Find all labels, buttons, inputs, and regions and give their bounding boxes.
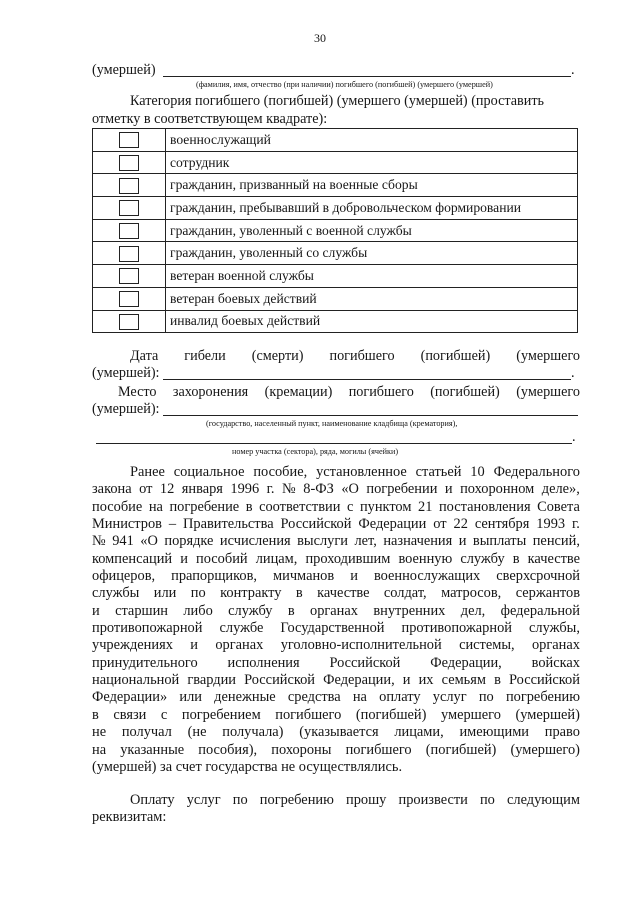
category-checkbox[interactable]: [119, 200, 139, 216]
paragraph-line: [92, 551, 580, 568]
paragraph-word: контракту: [220, 585, 282, 602]
paragraph-word: в: [92, 706, 99, 723]
burial-place-word: (погибшей): [430, 384, 500, 400]
paragraph-word: №: [92, 533, 106, 550]
paragraph-word: погребение: [169, 498, 240, 515]
paragraph-line: [92, 464, 580, 481]
paragraph-line: [92, 499, 580, 516]
category-checkbox-cell: [93, 287, 166, 310]
paragraph-word: Федерального: [493, 464, 580, 480]
category-row: [93, 310, 578, 333]
category-row: [93, 242, 578, 265]
paragraph-word: 1996: [230, 481, 260, 498]
paragraph-word: учреждениях: [92, 637, 173, 654]
paragraph-word: мичманов: [273, 568, 335, 585]
paragraph-word: не: [92, 724, 107, 741]
death-date-label: [130, 348, 580, 365]
paragraph-line: [92, 568, 580, 585]
paragraph-word: с: [346, 498, 354, 515]
paragraph-word: органах: [310, 602, 358, 619]
category-row: [93, 151, 578, 174]
paragraph-word: 8-ФЗ: [303, 481, 334, 498]
paragraph-line: [92, 655, 580, 672]
paragraph-word: национальной: [92, 672, 180, 689]
paragraph-word: с: [160, 706, 168, 723]
paragraph-word: (погибшей): [355, 706, 427, 723]
paragraph-word: пособие: [92, 498, 143, 515]
burial-place-label-line2: (умершей):: [92, 401, 160, 417]
paragraph-word: Федерации»: [92, 689, 168, 706]
paragraph-word: старшин: [115, 602, 168, 619]
paragraph-word: умершего: [440, 706, 501, 723]
paragraph-word: уголовно-исполнительной: [280, 637, 442, 654]
paragraph-word: службы: [92, 585, 140, 602]
burial-place-caption: (государство, населенный пункт, наименование кладбища (крематория),: [206, 419, 458, 428]
paragraph-word: и: [180, 550, 188, 567]
category-label: ветеран боевых действий: [166, 287, 578, 310]
death-date-word: гибели: [184, 348, 226, 364]
death-date-word: (смерти): [251, 348, 304, 364]
category-table: [92, 128, 578, 333]
paragraph-word: Оплату: [130, 792, 175, 808]
category-checkbox-cell: [93, 265, 166, 288]
category-label: гражданин, уволенный со службы: [166, 242, 578, 265]
paragraph-word: Правительства: [183, 516, 274, 533]
paragraph-line: [92, 672, 580, 689]
paragraph-word: статьей: [415, 464, 462, 480]
paragraph-word: 22: [453, 516, 468, 533]
paragraph-word: погребении: [366, 481, 438, 498]
category-checkbox[interactable]: [119, 246, 139, 262]
paragraph-word: января: [181, 481, 223, 498]
paragraph-word: средства: [287, 689, 341, 706]
paragraph-line: [92, 516, 580, 533]
paragraph-word: пенсий,: [532, 533, 580, 550]
paragraph-word: на: [148, 498, 163, 515]
paragraph-line: [92, 481, 580, 498]
paragraph-word: пособие,: [253, 464, 308, 480]
paragraph-word: органах: [531, 637, 580, 654]
category-checkbox-cell: [93, 197, 166, 220]
death-date-word: погибшего: [329, 348, 395, 364]
category-checkbox-cell: [93, 242, 166, 265]
paragraph-word: выплаты: [472, 533, 527, 550]
paragraph-word: прапорщиков,: [171, 568, 257, 585]
paragraph-word: Министров: [92, 516, 162, 533]
paragraph-word: сержантов: [515, 585, 580, 602]
burial-plot-period: .: [572, 429, 576, 445]
paragraph-word: Российской: [244, 672, 316, 689]
paragraph-word: органах: [215, 637, 264, 654]
paragraph-word: и: [402, 672, 411, 689]
paragraph-line: реквизитам:: [92, 809, 167, 826]
paragraph-word: дел,: [460, 602, 486, 619]
paragraph-line: [92, 742, 580, 759]
category-intro-line2: отметку в соответствующем квадрате):: [92, 111, 328, 127]
category-checkbox-cell: [93, 219, 166, 242]
death-date-word: (погибшей): [420, 348, 491, 364]
paragraph-word: внутренних: [373, 602, 446, 619]
paragraph-line: [92, 533, 580, 550]
category-checkbox[interactable]: [119, 223, 139, 239]
paragraph-word: назначения: [383, 533, 453, 550]
paragraph-word: в: [512, 550, 520, 567]
category-checkbox[interactable]: [119, 268, 139, 284]
burial-place-label: [118, 384, 580, 401]
paragraph-word: на: [92, 741, 107, 758]
paragraph-word: порядке: [164, 533, 214, 550]
paragraph-word: услуг: [432, 689, 467, 706]
paragraph-word: пособий: [196, 550, 248, 567]
paragraph-word: службу: [228, 602, 273, 619]
paragraph-word: получала): [222, 724, 284, 741]
paragraph-word: №: [282, 481, 296, 498]
paragraph-word: от: [433, 516, 447, 533]
paragraph-word: по: [479, 792, 495, 808]
category-checkbox[interactable]: [119, 178, 139, 194]
category-row: [93, 174, 578, 197]
paragraph-word: в: [295, 585, 303, 602]
paragraph-word: –: [168, 516, 177, 533]
category-checkbox-cell: [93, 310, 166, 333]
paragraph-word: социальное: [173, 464, 245, 480]
burial-place-field[interactable]: [163, 415, 578, 416]
paragraph-line: (умершей) за счет государства не осуществлялись.: [92, 758, 403, 775]
payment-request-paragraph: [92, 792, 580, 827]
paragraph-word: погибшего: [345, 741, 412, 758]
paragraph-word: и: [458, 533, 467, 550]
category-label: инвалид боевых действий: [166, 310, 578, 333]
paragraph-word: по: [478, 689, 494, 706]
paragraph-word: 12: [159, 481, 175, 498]
paragraph-line: [92, 792, 580, 809]
paragraph-word: 10: [470, 464, 485, 480]
paragraph-word: (умершего): [510, 741, 580, 758]
category-row: [93, 265, 578, 288]
category-checkbox[interactable]: [119, 155, 139, 171]
paragraph-word: лет,: [354, 533, 377, 550]
category-label: сотрудник: [166, 151, 578, 174]
paragraph-word: Федерации,: [430, 654, 502, 671]
category-label: ветеран военной службы: [166, 265, 578, 288]
category-checkbox[interactable]: [119, 132, 139, 148]
category-checkbox-cell: [93, 174, 166, 197]
burial-plot-field[interactable]: [96, 443, 572, 444]
paragraph-word: противопожарной: [401, 620, 512, 637]
paragraph-word: соответствии: [259, 498, 341, 515]
category-intro-line1: Категория погибшего (погибшей) (умершего (умершей) (проставить: [130, 93, 544, 109]
paragraph-word: деле»,: [541, 481, 580, 498]
death-date-word: Дата: [130, 348, 159, 364]
paragraph-word: или: [179, 689, 202, 706]
paragraph-word: по: [232, 792, 248, 808]
paragraph-word: пособия),: [198, 741, 258, 758]
burial-place-word: Место: [118, 384, 157, 400]
paragraph-word: от: [139, 481, 153, 498]
paragraph-word: похороны: [271, 741, 332, 758]
paragraph-word: системы,: [459, 637, 515, 654]
paragraph-word: услуг: [186, 792, 221, 808]
deceased-name-field[interactable]: [163, 76, 571, 77]
paragraph-word: г.: [266, 481, 275, 498]
death-date-field[interactable]: [163, 379, 571, 380]
burial-place-word: (кремации): [264, 384, 333, 400]
paragraph-word: похоронном: [460, 481, 535, 498]
paragraph-line: [92, 724, 580, 741]
category-label: гражданин, призванный на военные сборы: [166, 174, 578, 197]
paragraph-word: офицеров,: [92, 568, 156, 585]
category-checkbox[interactable]: [119, 291, 139, 307]
paragraph-word: 1993: [536, 516, 566, 533]
category-label: гражданин, уволенный с военной службы: [166, 219, 578, 242]
paragraph-word: компенсаций: [92, 550, 173, 567]
paragraph-word: (умершей): [515, 706, 580, 723]
page-number: 30: [314, 31, 326, 45]
paragraph-word: г.: [572, 516, 580, 533]
burial-place-word: погибшего: [348, 384, 414, 400]
paragraph-word: проходившим: [305, 550, 391, 567]
paragraph-word: «О: [341, 481, 359, 498]
paragraph-word: лицам,: [255, 550, 298, 567]
paragraph-word: 21: [418, 498, 433, 515]
paragraph-word: прошу: [346, 792, 387, 808]
paragraph-word: службы,: [529, 620, 580, 637]
paragraph-word: в: [494, 672, 501, 689]
death-date-word: (умершего: [516, 348, 580, 364]
paragraph-word: противопожарной: [92, 620, 203, 637]
paragraph-word: в: [245, 498, 253, 515]
category-checkbox[interactable]: [119, 314, 139, 330]
paragraph-word: службу: [460, 550, 505, 567]
paragraph-word: денежные: [214, 689, 276, 706]
paragraph-word: Российской: [509, 672, 580, 689]
category-checkbox-cell: [93, 129, 166, 152]
paragraph-word: произвести: [398, 792, 468, 808]
death-date-label-line2: (умершей):: [92, 365, 160, 381]
paragraph-word: исчисления: [219, 533, 291, 550]
paragraph-word: право: [544, 724, 580, 741]
paragraph-word: погребению: [259, 792, 334, 808]
paragraph-word: Государственной: [280, 620, 385, 637]
paragraph-word: (не: [187, 724, 207, 741]
paragraph-word: сверхсрочной: [496, 568, 580, 585]
paragraph-word: Федерации: [358, 516, 427, 533]
paragraph-word: погребению: [505, 689, 580, 706]
paragraph-line: [92, 620, 580, 637]
deceased-name-caption: (фамилия, имя, отчество (при наличии) погибшего (погибшей) (умершего (умершей): [196, 80, 493, 89]
burial-place-word: (умершего: [516, 384, 580, 400]
paragraph-word: принудительного: [92, 654, 198, 671]
paragraph-word: гвардии: [187, 672, 236, 689]
paragraph-word: получал: [121, 724, 172, 741]
category-row: [93, 129, 578, 152]
paragraph-line: [92, 585, 580, 602]
paragraph-word: (погибшей): [425, 741, 497, 758]
paragraph-word: Федерации,: [323, 672, 395, 689]
death-date-period: .: [571, 365, 575, 381]
paragraph-word: (указывается: [299, 724, 379, 741]
paragraph-word: установленное: [316, 464, 407, 480]
paragraph-word: на: [352, 689, 367, 706]
paragraph-line: [92, 689, 580, 706]
paragraph-word: лицами,: [394, 724, 444, 741]
paragraph-word: военную: [398, 550, 453, 567]
paragraph-word: матросов,: [441, 585, 502, 602]
paragraph-word: пунктом: [359, 498, 412, 515]
paragraph-word: 941: [112, 533, 134, 550]
paragraph-word: и: [444, 481, 453, 498]
paragraph-word: Российской: [280, 516, 352, 533]
paragraph-word: военнослужащих: [373, 568, 481, 585]
paragraph-line: [92, 603, 580, 620]
paragraph-word: войсках: [531, 654, 580, 671]
paragraph-word: «О: [140, 533, 158, 550]
burial-place-word: захоронения: [172, 384, 249, 400]
paragraph-word: по: [190, 585, 206, 602]
paragraph-word: в: [287, 602, 295, 619]
paragraph-word: качестве: [317, 585, 370, 602]
paragraph-line: [92, 637, 580, 654]
burial-plot-caption: номер участка (сектора), ряда, могилы (ячейки): [232, 447, 399, 456]
category-label: военнослужащий: [166, 129, 578, 152]
category-row: [93, 287, 578, 310]
deceased-name-period: .: [571, 62, 575, 78]
paragraph-word: и: [190, 637, 198, 654]
paragraph-word: или: [153, 585, 177, 602]
paragraph-word: постановления: [438, 498, 531, 515]
paragraph-word: солдат,: [383, 585, 427, 602]
paragraph-word: службе: [219, 620, 264, 637]
paragraph-word: выслуги: [297, 533, 348, 550]
category-checkbox-cell: [93, 151, 166, 174]
paragraph-word: Ранее: [130, 464, 165, 480]
paragraph-word: связи: [113, 706, 147, 723]
paragraph-word: следующим: [507, 792, 580, 808]
category-row: [93, 219, 578, 242]
paragraph-word: Российской: [329, 654, 401, 671]
category-row: [93, 197, 578, 220]
paragraph-word: и: [92, 602, 100, 619]
paragraph-word: сентября: [474, 516, 530, 533]
paragraph-word: их: [418, 672, 434, 689]
paragraph-word: Совета: [537, 498, 580, 515]
paragraph-word: семьям: [441, 672, 486, 689]
paragraph-word: либо: [183, 602, 213, 619]
paragraph-word: погибшего: [275, 706, 342, 723]
paragraph-word: закона: [92, 481, 132, 498]
paragraph-word: оплату: [379, 689, 421, 706]
deceased-name-label: (умершей): [92, 62, 156, 78]
benefit-statement-paragraph: [92, 464, 580, 776]
category-label: гражданин, пребывавший в добровольческом формировании: [166, 197, 578, 220]
paragraph-word: качестве: [527, 550, 580, 567]
paragraph-line: [92, 707, 580, 724]
paragraph-word: погребением: [181, 706, 261, 723]
paragraph-word: и: [350, 568, 358, 585]
paragraph-word: исполнения: [227, 654, 300, 671]
paragraph-word: федеральной: [500, 602, 580, 619]
paragraph-word: указанные: [120, 741, 185, 758]
paragraph-word: имеющими: [459, 724, 530, 741]
